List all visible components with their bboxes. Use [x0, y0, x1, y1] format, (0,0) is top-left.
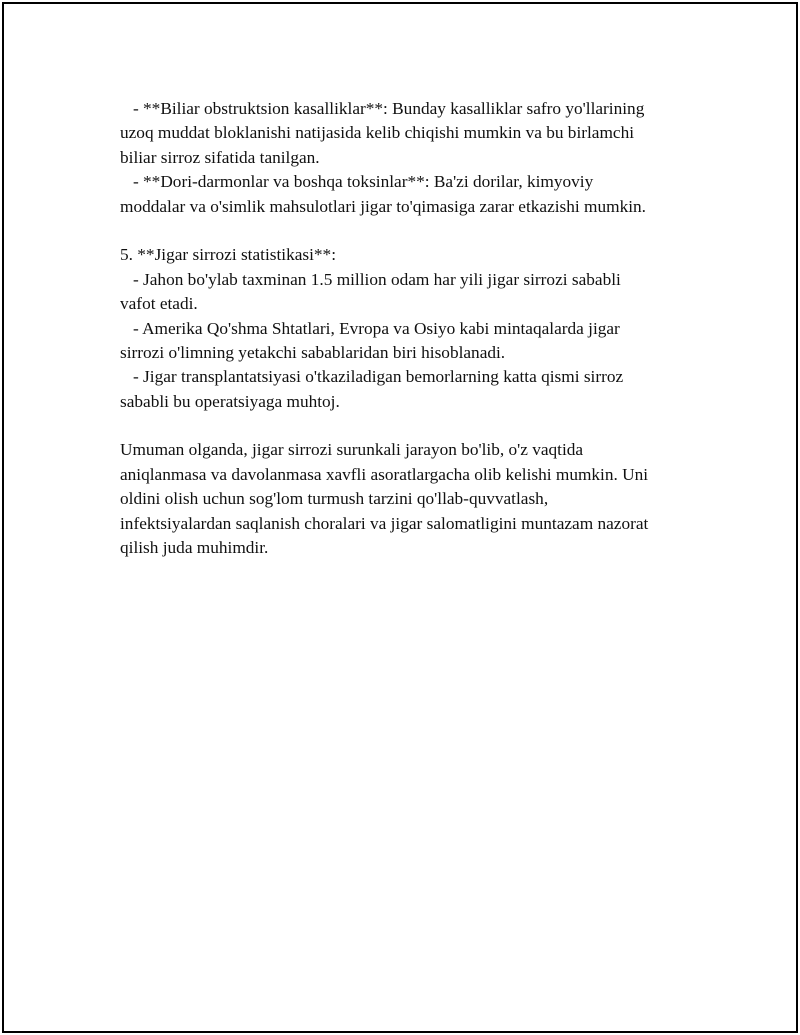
page-frame [2, 2, 798, 1033]
text-line: - Amerika Qo'shma Shtatlari, Evropa va Osiyo kabi mintaqalarda jigar [120, 318, 620, 338]
document-body [120, 97, 710, 560]
text-line: moddalar va o'simlik mahsulotlari jigar to'qimasiga zarar etkazishi mumkin. [120, 196, 646, 216]
text-line: biliar sirroz sifatida tanilgan. [120, 147, 320, 167]
conclusion-line: aniqlanmasa va davolanmasa xavfli asoratlargacha olib kelishi mumkin. Uni [120, 464, 649, 484]
text-line: sababli bu operatsiyaga muhtoj. [120, 391, 340, 411]
text-line: - **Dori-darmonlar va boshqa toksinlar**: Ba'zi dorilar, kimyoviy [120, 172, 594, 192]
conclusion-line: oldini olish uchun sog'lom turmush tarzini qo'llab-quvvatlash, [120, 489, 549, 509]
conclusion-line: qilish juda muhimdir. [120, 538, 269, 558]
text-line: sirrozi o'limning yetakchi sabablaridan biri hisoblanadi. [120, 342, 506, 362]
blank-line [120, 219, 710, 243]
text-line: - **Biliar obstruktsion kasalliklar**: Bunday kasalliklar safro yo'llarining [120, 99, 645, 118]
blank-line [120, 414, 710, 438]
section-heading: 5. **Jigar sirrozi statistikasi**: [120, 245, 336, 265]
text-line: vafot etadi. [120, 294, 198, 314]
text-line: uzoq muddat bloklanishi natijasida kelib chiqishi mumkin va bu birlamchi [120, 123, 635, 143]
conclusion-line: infektsiyalardan saqlanish choralari va jigar salomatligini muntazam nazorat [120, 513, 649, 533]
conclusion-line: Umuman olganda, jigar sirrozi surunkali jarayon bo'lib, o'z vaqtida [120, 440, 584, 460]
text-line: - Jigar transplantatsiyasi o'tkaziladigan bemorlarning katta qismi sirroz [120, 367, 624, 387]
text-line: - Jahon bo'ylab taxminan 1.5 million odam har yili jigar sirrozi sababli [120, 269, 621, 289]
